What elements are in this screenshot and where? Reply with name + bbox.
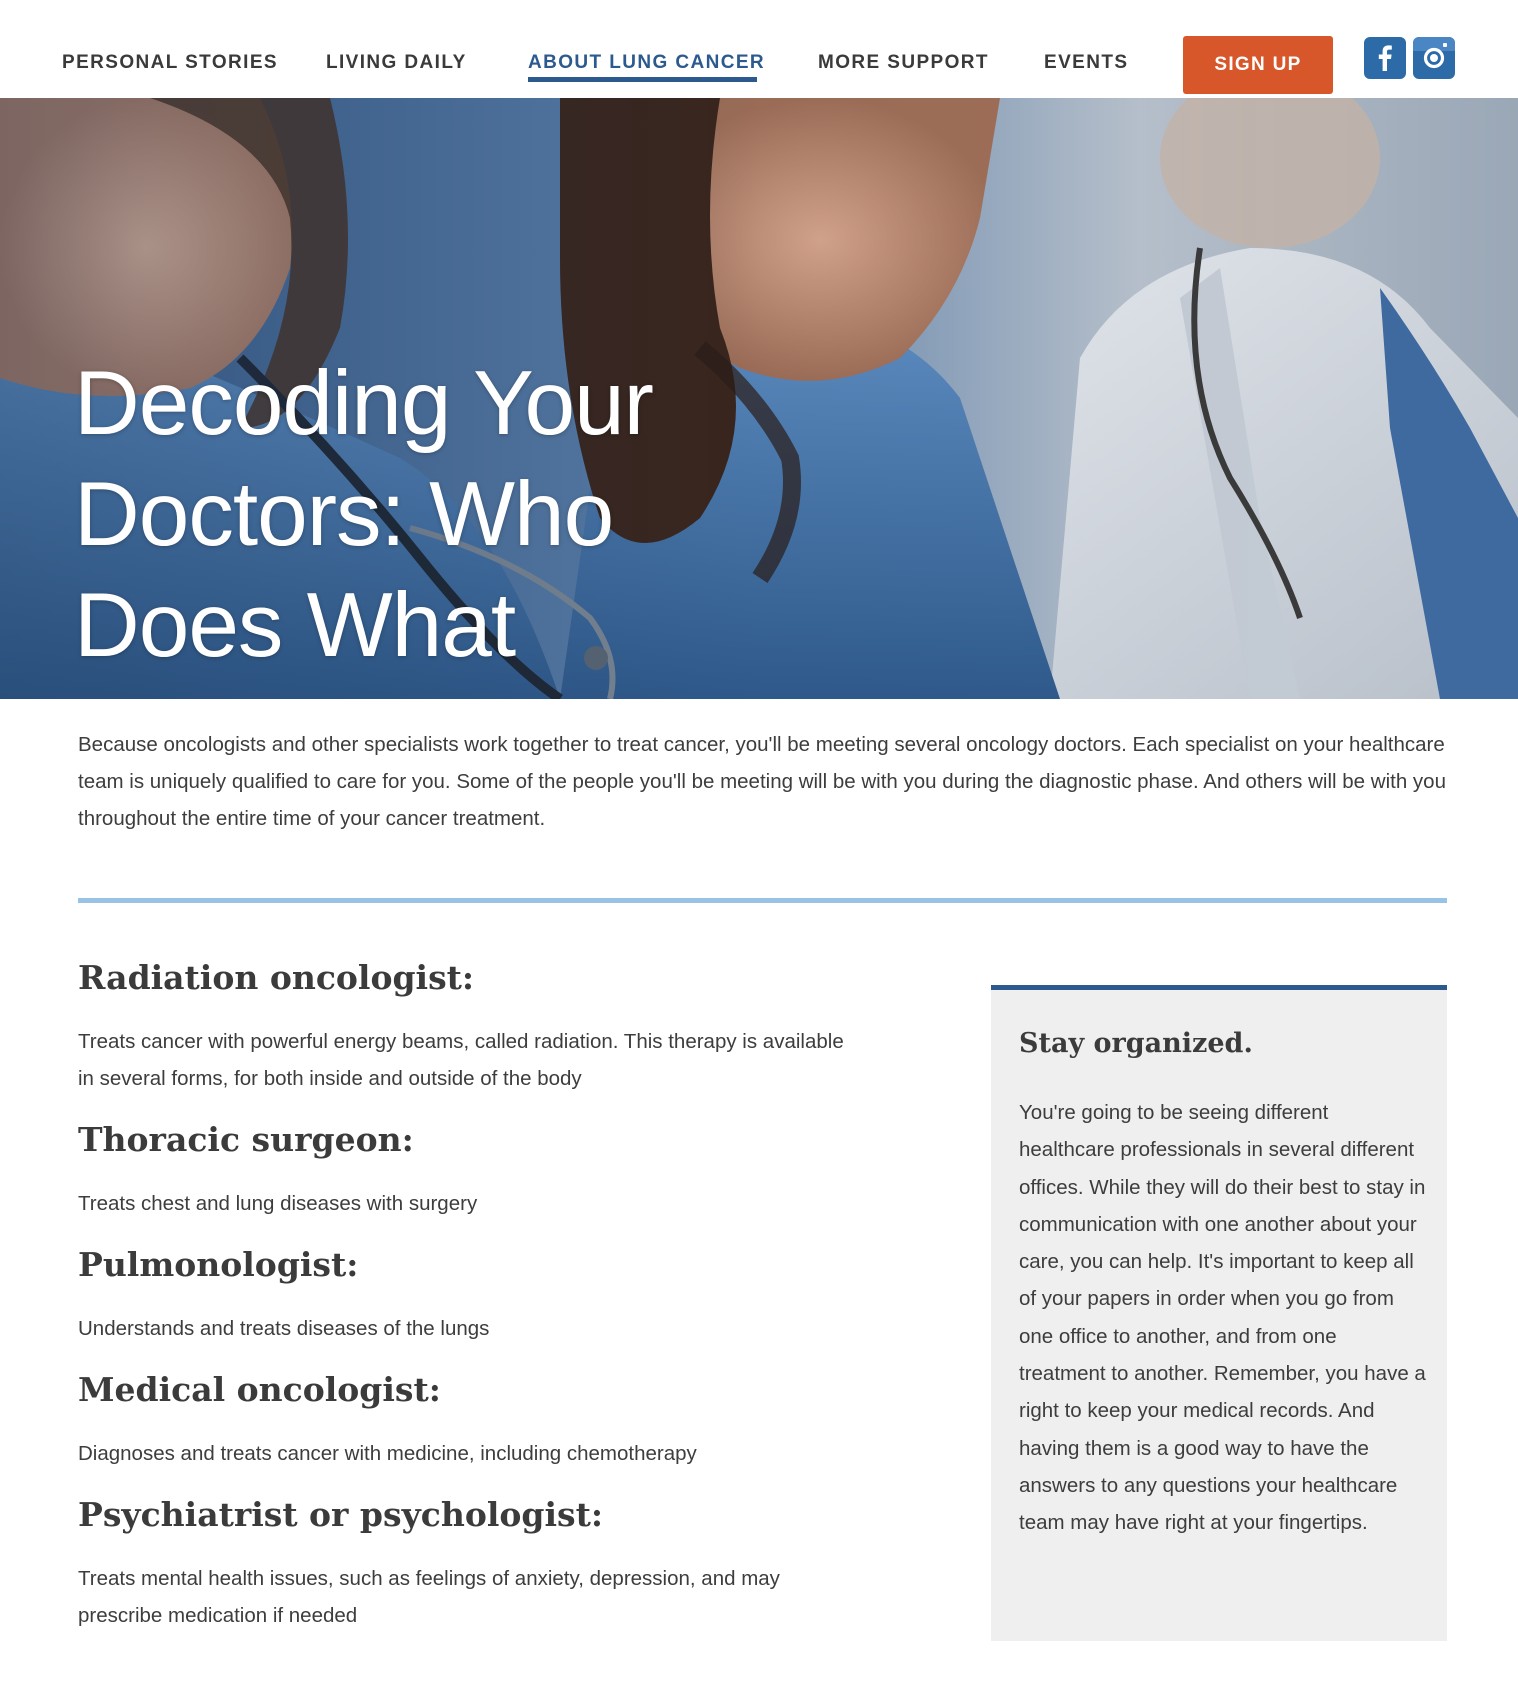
page-title-line-1: Decoding Your (74, 353, 653, 454)
specialist-desc-radiation-oncologist: Treats cancer with powerful energy beams, called radiation. This therapy is available in several forms, for both inside and outside of the body (78, 1030, 844, 1090)
nav-about-lung-cancer[interactable]: ABOUT LUNG CANCER (528, 52, 766, 73)
nav-living-daily[interactable]: LIVING DAILY (326, 52, 467, 73)
specialist-desc-psychiatrist-or-psychologist: Treats mental health issues, such as feelings of anxiety, depression, and may prescribe medication if needed (78, 1567, 780, 1627)
nav-personal-stories[interactable]: PERSONAL STORIES (62, 52, 278, 73)
page-title-line-3: Does What (74, 575, 516, 676)
specialist-title-pulmonologist: Pulmonologist: (78, 1245, 359, 1284)
sign-up-button[interactable]: SIGN UP (1183, 36, 1333, 94)
top-navigation (0, 0, 1518, 98)
facebook-icon[interactable] (1364, 37, 1406, 79)
specialist-title-radiation-oncologist: Radiation oncologist: (78, 958, 475, 997)
instagram-icon[interactable] (1413, 37, 1455, 79)
active-nav-indicator (528, 77, 757, 82)
stay-organized-callout (991, 985, 1447, 1641)
specialist-desc-medical-oncologist: Diagnoses and treats cancer with medicine, including chemotherapy (78, 1442, 697, 1465)
hero-banner (0, 98, 1518, 699)
specialist-title-medical-oncologist: Medical oncologist: (78, 1370, 441, 1409)
specialist-desc-thoracic-surgeon: Treats chest and lung diseases with surgery (78, 1192, 478, 1215)
specialist-title-psychiatrist-or-psychologist: Psychiatrist or psychologist: (78, 1495, 604, 1534)
callout-body: You're going to be seeing different healthcare professionals in several different offices. While they will do their best to stay in communication with one another about your care, you can help. It's important to keep all of your papers in order when you go from one office to another, and from one treatment to another. Remember, you have a right to keep your medical records. And having them is a good way to have the answers to any questions your healthcare team may have right at your fingertips. (1019, 1101, 1426, 1535)
nav-events[interactable]: EVENTS (1044, 52, 1129, 73)
intro-paragraph: Because oncologists and other specialists work together to treat cancer, you'll be meeting several oncology doctors. Each specialist on your healthcare team is uniquely qualified to care for you. Some of the people you'll be meeting will be with you during the diagnostic phase. And others will be with you throughout the entire time of your cancer treatment. (78, 733, 1446, 830)
section-divider (78, 898, 1447, 903)
specialist-title-thoracic-surgeon: Thoracic surgeon: (78, 1120, 414, 1159)
nav-more-support[interactable]: MORE SUPPORT (818, 52, 989, 73)
callout-title: Stay organized. (1019, 1028, 1253, 1059)
page-title (74, 348, 714, 681)
specialist-desc-pulmonologist: Understands and treats diseases of the lungs (78, 1317, 490, 1340)
page-title-line-2: Doctors: Who (74, 464, 614, 565)
